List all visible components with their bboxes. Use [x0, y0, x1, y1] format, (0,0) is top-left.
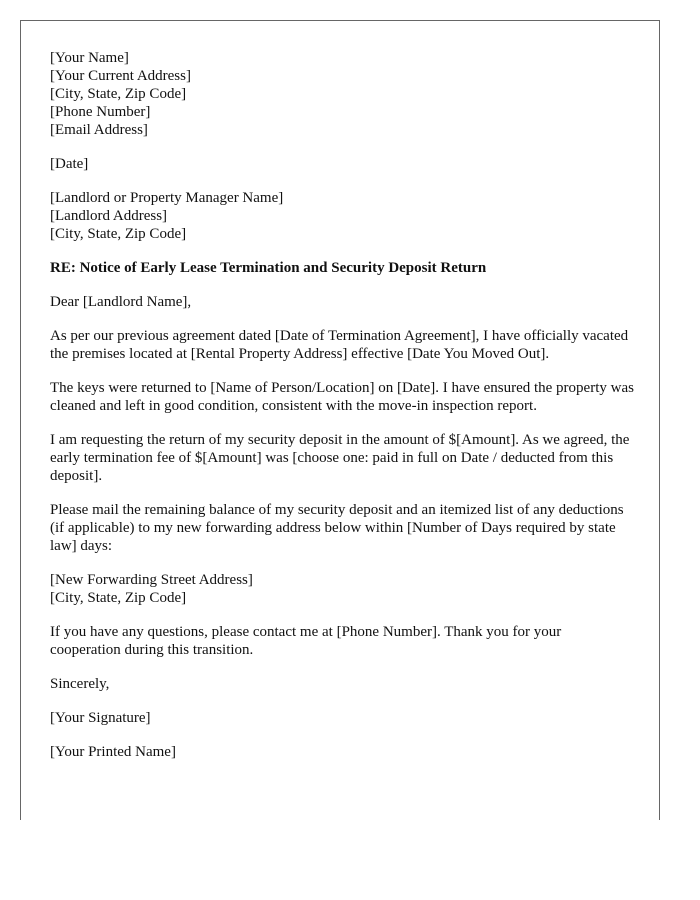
paragraph-mail-request: Please mail the remaining balance of my security deposit and an itemized list of any deductions (if applicable) to my new forwarding address below within [Number of Days required by state law] days:	[50, 502, 624, 554]
recipient-name: [Landlord or Property Manager Name]	[50, 190, 284, 206]
closing: Sincerely,	[50, 676, 110, 692]
forwarding-street: [New Forwarding Street Address]	[50, 572, 253, 588]
sender-phone: [Phone Number]	[50, 104, 151, 120]
paragraph-agreement: As per our previous agreement dated [Date of Termination Agreement], I have officially vacated the premises located at [Rental Property Address] effective [Date You Moved Out].	[50, 328, 629, 362]
forwarding-city-state-zip: [City, State, Zip Code]	[50, 590, 187, 606]
subject-line: RE: Notice of Early Lease Termination and Security Deposit Return	[50, 260, 487, 276]
salutation: Dear [Landlord Name],	[50, 294, 192, 310]
signature: [Your Signature]	[50, 710, 151, 726]
sender-block	[50, 49, 635, 139]
letter-content	[50, 49, 635, 777]
letter-page	[20, 20, 660, 820]
sender-email: [Email Address]	[50, 122, 148, 138]
recipient-address: [Landlord Address]	[50, 208, 168, 224]
recipient-block	[50, 189, 635, 243]
paragraph-closing: If you have any questions, please contact me at [Phone Number]. Thank you for your cooperation during this transition.	[50, 624, 562, 658]
sender-name: [Your Name]	[50, 50, 129, 66]
paragraph-keys: The keys were returned to [Name of Person/Location] on [Date]. I have ensured the property was cleaned and left in good condition, consistent with the move-in inspection report.	[50, 380, 634, 414]
forwarding-address-block	[50, 571, 635, 607]
paragraph-deposit: I am requesting the return of my security deposit in the amount of $[Amount]. As we agreed, the early termination fee of $[Amount] was [choose one: paid in full on Date / deducted from this deposit].	[50, 432, 630, 484]
sender-address: [Your Current Address]	[50, 68, 191, 84]
sender-city-state-zip: [City, State, Zip Code]	[50, 86, 187, 102]
printed-name: [Your Printed Name]	[50, 744, 176, 760]
recipient-city-state-zip: [City, State, Zip Code]	[50, 226, 187, 242]
letter-date: [Date]	[50, 156, 89, 172]
